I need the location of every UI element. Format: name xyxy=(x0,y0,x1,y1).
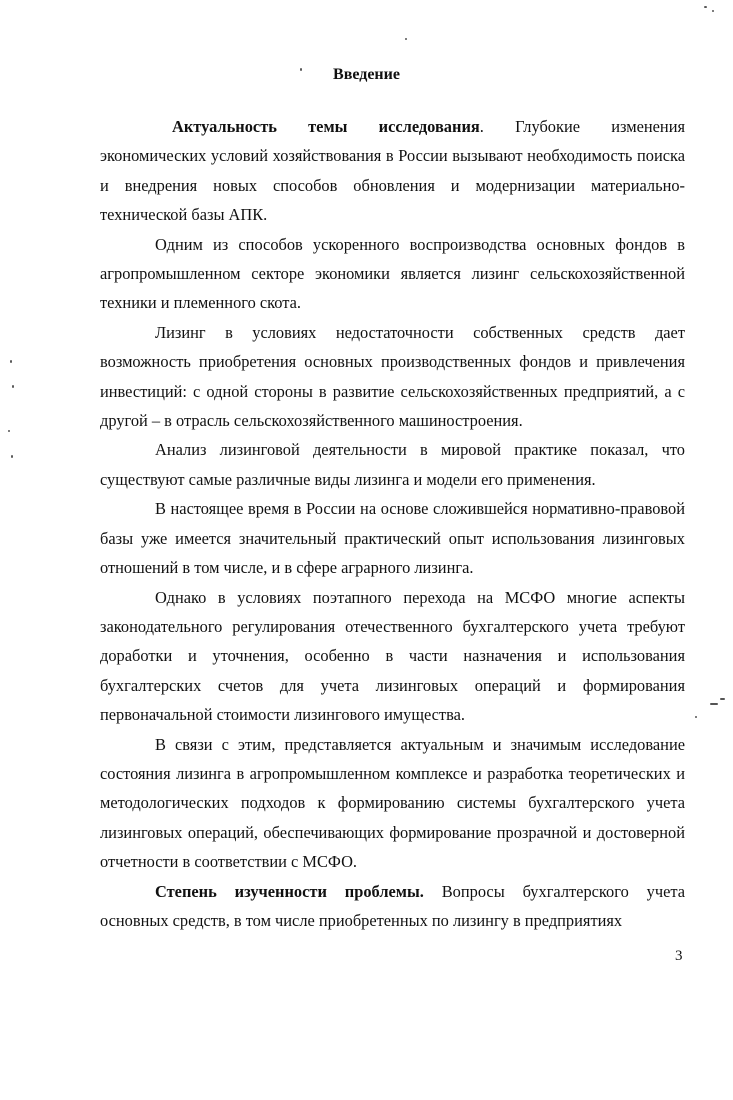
scan-speck xyxy=(10,360,12,363)
scan-speck xyxy=(12,385,14,388)
paragraph-text: В настоящее время в России на основе сложившейся нормативно-правовой базы уже имеется значительный практический опыт использования лизинговых отношений в том числе, и в сфере аграрного лизинга. xyxy=(100,499,685,578)
scan-speck xyxy=(704,6,707,8)
scan-speck xyxy=(720,698,725,700)
body-text xyxy=(100,112,685,935)
paragraph-text: В связи с этим, представляется актуальным и значимым исследование состояния лизинга в агропромышленном комплексе и разработка теоретических и методологических подходов к формированию системы бухгалтерского учета лизинговых операций, обеспечивающих формирование прозрачной и достоверной отчетности в соответствии с МСФО. xyxy=(100,734,685,872)
paragraph-text: Одним из способов ускоренного воспроизводства основных фондов в агропромышленном секторе экономики является лизинг сельскохозяйственной техники и племенного скота. xyxy=(100,234,685,313)
paragraph-bold-lead: Актуальность темы исследования xyxy=(172,117,480,136)
scan-speck xyxy=(695,716,697,718)
paragraph xyxy=(100,435,685,494)
paragraph-relevance xyxy=(100,112,685,230)
paragraph-text: Вопросы бухгалтерского учета основных средств, в том числе приобретенных по лизингу в предприятиях xyxy=(100,881,685,930)
paragraph-text: . Глубокие изменения экономических условий хозяйствования в России вызывают необходимость поиска и внедрения новых способов обновления и модернизации материально-технической базы АПК. xyxy=(100,117,686,225)
paragraph xyxy=(100,730,685,877)
scan-speck xyxy=(300,68,302,71)
page-number: 3 xyxy=(675,948,683,964)
scan-speck xyxy=(11,455,13,458)
paragraph-bold-lead: Степень изученности проблемы. xyxy=(155,881,424,901)
paragraph-text: Анализ лизинговой деятельности в мировой практике показал, что существуют самые различные виды лизинга и модели его применения. xyxy=(100,440,685,489)
paragraph-text: Лизинг в условиях недостаточности собственных средств дает возможность приобретения основных производственных фондов и привлечения инвестиций: с одной стороны в развитие сельскохозяйственных предприятий, а с другой – в отрасль сельскохозяйственного машиностроения. xyxy=(100,322,685,431)
scan-speck xyxy=(8,430,10,432)
paragraph xyxy=(100,494,685,582)
scan-speck xyxy=(405,38,407,40)
scan-speck xyxy=(710,703,718,705)
paragraph xyxy=(100,230,685,318)
paragraph-degree-of-study xyxy=(100,877,685,936)
paragraph xyxy=(100,583,685,730)
page-title: Введение xyxy=(333,66,400,83)
paragraph xyxy=(100,318,685,436)
paragraph-text: Однако в условиях поэтапного перехода на МСФО многие аспекты законодательного регулирования отечественного бухгалтерского учета требуют доработки и уточнения, особенно в части назначения и использования бухгалтерских счетов для учета лизинговых операций и формирования первоначальной стоимости лизингового имущества. xyxy=(100,587,685,725)
scan-speck xyxy=(712,10,714,12)
